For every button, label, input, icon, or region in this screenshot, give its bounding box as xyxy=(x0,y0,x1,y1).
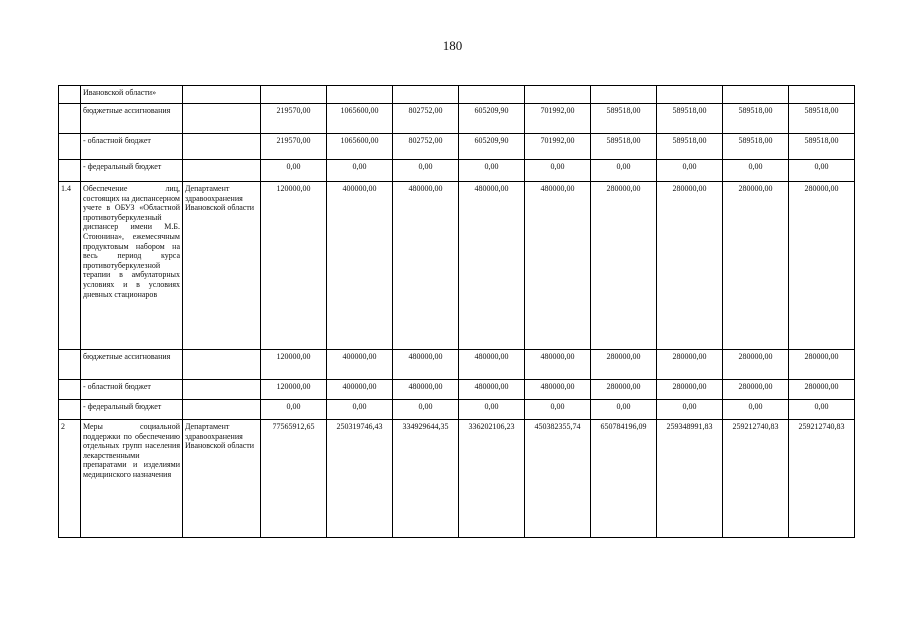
row-description-cell: - федеральный бюджет xyxy=(81,400,183,420)
row-department-cell xyxy=(183,350,261,380)
row-index-cell xyxy=(59,134,81,160)
value-cell: 259348991,83 xyxy=(657,420,723,538)
value-cell: 280000,00 xyxy=(591,380,657,400)
value-cell xyxy=(525,86,591,104)
table-row xyxy=(59,160,855,182)
budget-table xyxy=(58,85,855,538)
value-cell: 701992,00 xyxy=(525,134,591,160)
value-cell: 400000,00 xyxy=(327,380,393,400)
value-cell: 120000,00 xyxy=(261,380,327,400)
value-cell: 589518,00 xyxy=(723,134,789,160)
value-cell: 77565912,65 xyxy=(261,420,327,538)
row-description-cell: бюджетные ассигнования xyxy=(81,350,183,380)
row-description-cell: Меры социальной поддержки по обеспечению отдельных групп населения лекарственными препаратами и изделиями медицинского назначения xyxy=(81,420,183,538)
value-cell: 0,00 xyxy=(327,160,393,182)
value-cell xyxy=(459,86,525,104)
value-cell: 120000,00 xyxy=(261,350,327,380)
value-cell: 250319746,43 xyxy=(327,420,393,538)
value-cell xyxy=(261,86,327,104)
value-cell: 605209,90 xyxy=(459,104,525,134)
value-cell: 0,00 xyxy=(393,160,459,182)
value-cell: 0,00 xyxy=(657,400,723,420)
value-cell: 400000,00 xyxy=(327,350,393,380)
value-cell: 0,00 xyxy=(723,160,789,182)
table-row xyxy=(59,400,855,420)
value-cell: 280000,00 xyxy=(657,380,723,400)
value-cell: 1065600,00 xyxy=(327,134,393,160)
value-cell: 280000,00 xyxy=(591,182,657,350)
row-description-cell: Ивановской области» xyxy=(81,86,183,104)
value-cell: 480000,00 xyxy=(525,350,591,380)
value-cell: 0,00 xyxy=(459,160,525,182)
value-cell: 280000,00 xyxy=(657,350,723,380)
row-index-cell: 1.4 xyxy=(59,182,81,350)
value-cell xyxy=(393,86,459,104)
value-cell: 0,00 xyxy=(459,400,525,420)
row-description-cell: бюджетные ассигнования xyxy=(81,104,183,134)
value-cell: 0,00 xyxy=(327,400,393,420)
value-cell: 1065600,00 xyxy=(327,104,393,134)
row-index-cell xyxy=(59,350,81,380)
value-cell: 701992,00 xyxy=(525,104,591,134)
value-cell: 0,00 xyxy=(789,400,855,420)
row-department-cell: Департамент здравоохранения Ивановской области xyxy=(183,420,261,538)
value-cell: 802752,00 xyxy=(393,104,459,134)
value-cell: 219570,00 xyxy=(261,134,327,160)
value-cell: 0,00 xyxy=(789,160,855,182)
row-index-cell xyxy=(59,160,81,182)
value-cell: 400000,00 xyxy=(327,182,393,350)
value-cell: 480000,00 xyxy=(459,380,525,400)
value-cell: 334929644,35 xyxy=(393,420,459,538)
value-cell: 480000,00 xyxy=(525,380,591,400)
page-number: 180 xyxy=(442,38,463,53)
value-cell: 0,00 xyxy=(525,160,591,182)
row-index-cell xyxy=(59,400,81,420)
table-row xyxy=(59,350,855,380)
value-cell: 280000,00 xyxy=(723,350,789,380)
value-cell: 589518,00 xyxy=(657,104,723,134)
value-cell: 280000,00 xyxy=(789,350,855,380)
value-cell: 589518,00 xyxy=(789,134,855,160)
row-department-cell: Департамент здравоохранения Ивановской области xyxy=(183,182,261,350)
value-cell xyxy=(789,86,855,104)
row-department-cell xyxy=(183,134,261,160)
row-department-cell xyxy=(183,104,261,134)
value-cell: 650784196,09 xyxy=(591,420,657,538)
value-cell: 280000,00 xyxy=(657,182,723,350)
value-cell: 589518,00 xyxy=(657,134,723,160)
value-cell: 480000,00 xyxy=(393,182,459,350)
table-row xyxy=(59,134,855,160)
value-cell: 336202106,23 xyxy=(459,420,525,538)
value-cell: 0,00 xyxy=(393,400,459,420)
row-index-cell xyxy=(59,104,81,134)
row-index-cell: 2 xyxy=(59,420,81,538)
value-cell: 589518,00 xyxy=(789,104,855,134)
row-department-cell xyxy=(183,86,261,104)
value-cell xyxy=(657,86,723,104)
value-cell: 589518,00 xyxy=(591,134,657,160)
value-cell: 589518,00 xyxy=(723,104,789,134)
row-department-cell xyxy=(183,160,261,182)
value-cell: 605209,90 xyxy=(459,134,525,160)
row-department-cell xyxy=(183,400,261,420)
value-cell: 0,00 xyxy=(657,160,723,182)
value-cell: 0,00 xyxy=(261,400,327,420)
value-cell: 480000,00 xyxy=(393,350,459,380)
table-row xyxy=(59,86,855,104)
value-cell xyxy=(327,86,393,104)
value-cell: 802752,00 xyxy=(393,134,459,160)
row-description-cell: - областной бюджет xyxy=(81,380,183,400)
value-cell: 280000,00 xyxy=(591,350,657,380)
value-cell: 480000,00 xyxy=(459,182,525,350)
value-cell: 280000,00 xyxy=(789,182,855,350)
value-cell xyxy=(591,86,657,104)
value-cell: 259212740,83 xyxy=(789,420,855,538)
row-index-cell xyxy=(59,86,81,104)
value-cell: 280000,00 xyxy=(723,380,789,400)
value-cell: 480000,00 xyxy=(393,380,459,400)
value-cell: 0,00 xyxy=(723,400,789,420)
row-department-cell xyxy=(183,380,261,400)
value-cell: 480000,00 xyxy=(459,350,525,380)
value-cell xyxy=(723,86,789,104)
value-cell: 480000,00 xyxy=(525,182,591,350)
row-index-cell xyxy=(59,380,81,400)
value-cell: 0,00 xyxy=(591,400,657,420)
table-row xyxy=(59,182,855,350)
value-cell: 450382355,74 xyxy=(525,420,591,538)
value-cell: 280000,00 xyxy=(789,380,855,400)
table-row xyxy=(59,104,855,134)
value-cell: 0,00 xyxy=(591,160,657,182)
row-description-cell: Обеспечение лиц, состоящих на диспансерном учете в ОБУЗ «Областной противотуберкулезный диспансер имени М.Б. Стоюнина», ежемесячным продуктовым набором на весь период курса противотуберкулезной терапии в амбулаторных условиях и в условиях дневных стационаров xyxy=(81,182,183,350)
value-cell: 120000,00 xyxy=(261,182,327,350)
table-row xyxy=(59,420,855,538)
table-row xyxy=(59,380,855,400)
value-cell: 219570,00 xyxy=(261,104,327,134)
table-body xyxy=(59,86,855,538)
row-description-cell: - областной бюджет xyxy=(81,134,183,160)
value-cell: 0,00 xyxy=(261,160,327,182)
value-cell: 259212740,83 xyxy=(723,420,789,538)
value-cell: 589518,00 xyxy=(591,104,657,134)
value-cell: 280000,00 xyxy=(723,182,789,350)
row-description-cell: - федеральный бюджет xyxy=(81,160,183,182)
value-cell: 0,00 xyxy=(525,400,591,420)
